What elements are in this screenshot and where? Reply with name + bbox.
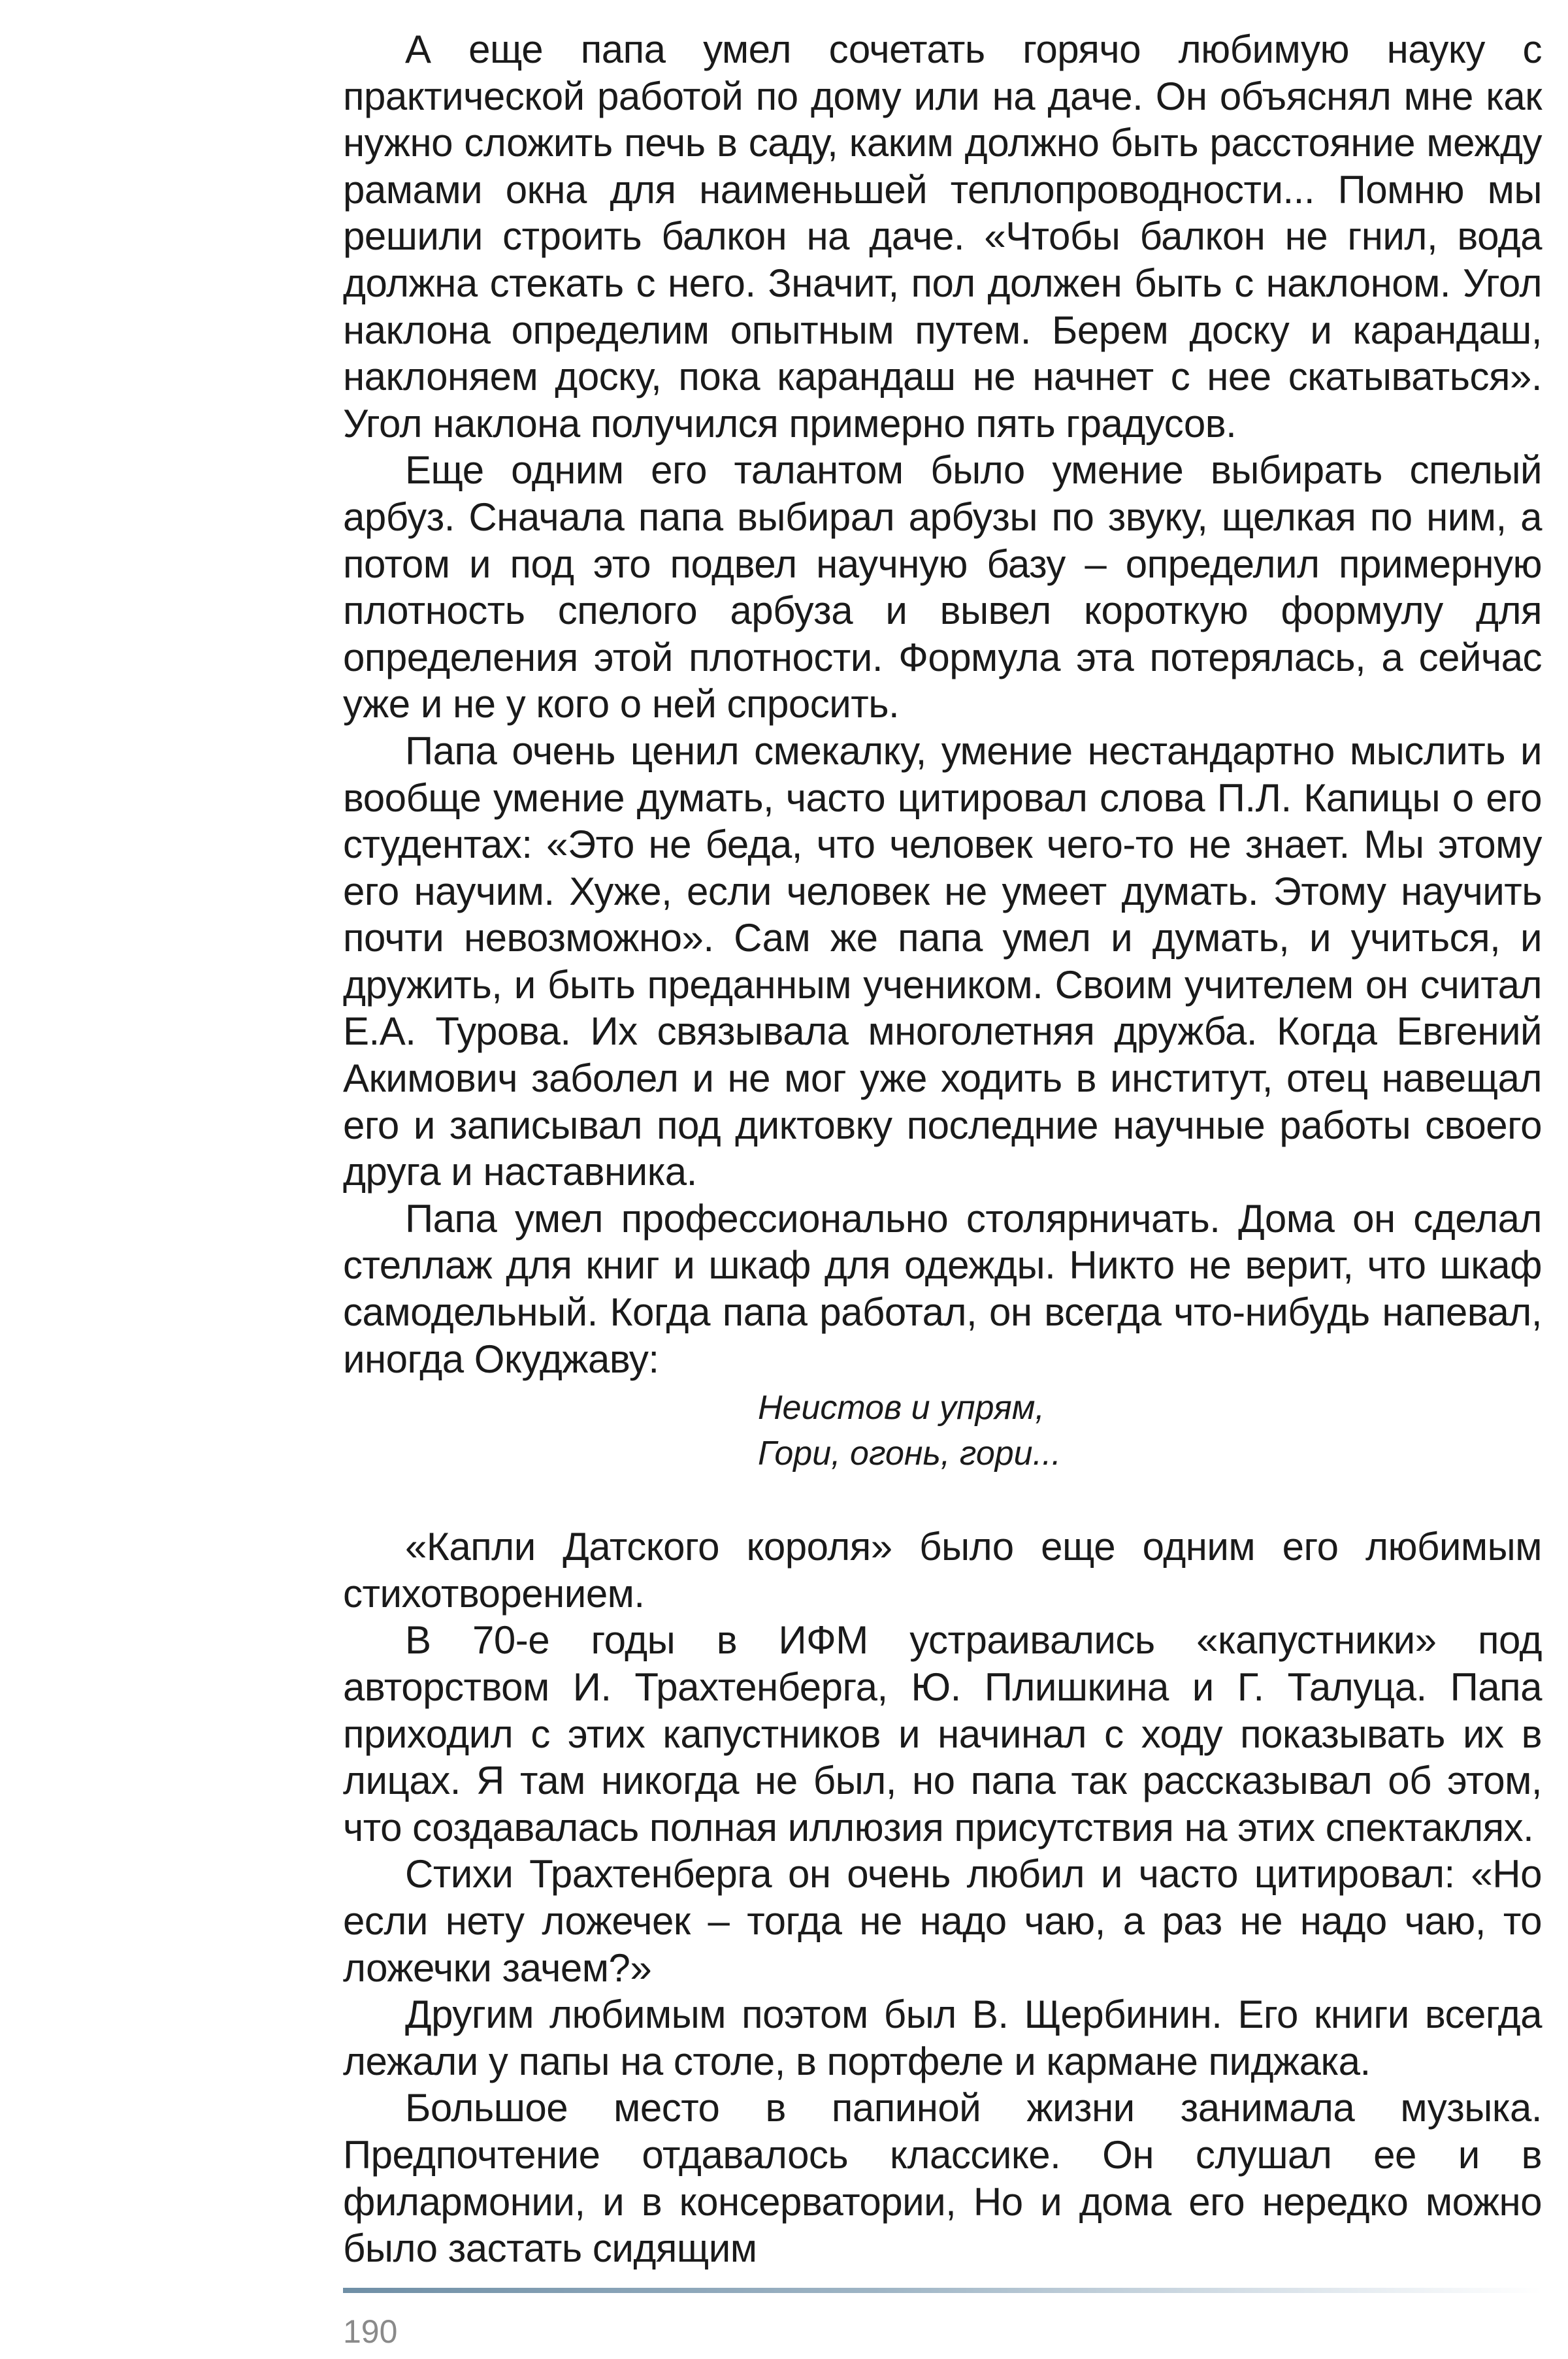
page-number: 190 (343, 2313, 398, 2350)
verse-line: Гори, огонь, гори... (758, 1435, 1061, 1473)
paragraph-music: Большое место в папиной жизни занимала музыка. Предпочтение отдавалось классике. Он слушал ее и в филармонии, и в консерватории, Но и дома его нередко можно было застать сидящим (343, 2086, 1542, 2271)
paragraph-shcherbinin: Другим любимым поэтом был В. Щербинин. Его книги всегда лежали у папы на столе, в портфеле и кармане пиджака. (343, 1993, 1542, 2083)
footer-rule (343, 2288, 1542, 2293)
verse-line: Неистов и упрям, (758, 1389, 1045, 1427)
paragraph-watermelon: Еще одним его талантом было умение выбирать спелый арбуз. Сначала папа выбирал арбузы по звуку, щелкая по ним, а потом и под это подвел научную базу – определил примерную плотность спелого арбуза и вывел короткую формулу для определения этой плотности. Формула эта потерялась, а сейчас уже и не у кого о ней спросить. (343, 448, 1542, 726)
page-body (343, 26, 1542, 2272)
paragraph-danish-king: «Капли Датского короля» было еще одним его любимым стихотворением. (343, 1525, 1542, 1616)
paragraph-kapustniki: В 70-е годы в ИФМ устраивались «капустники» под авторством И. Трахтенберга, Ю. Плишкина и Г. Талуца. Папа приходил с этих капустников и начинал с ходу показывать их в лицах. Я там никогда не был, но папа так рассказывал об этом, что создавалась полная иллюзия присутствия на этих спектаклях. (343, 1618, 1542, 1849)
paragraph-carpentry: Папа умел профессионально столярничать. Дома он сделал стеллаж для книг и шкаф для одежды. Никто не верит, что шкаф самодельный. Когда папа работал, он всегда что-нибудь напевал, иногда Окуджаву: (343, 1196, 1542, 1381)
paragraph-trakhtenberg: Стихи Трахтенберга он очень любил и часто цитировал: «Но если нету ложечек – тогда не надо чаю, а раз не надо чаю, то ложечки зачем?» (343, 1852, 1542, 1990)
paragraph-dacha: А еще папа умел сочетать горячо любимую науку с практической работой по дому или на даче. Он объяснял мне как нужно сложить печь в саду, каким должно быть расстояние между рамами окна для наименьшей теплопроводности... Помню мы решили строить балкон на даче. «Чтобы балкон не гнил, вода должна стекать с него. Значит, пол должен быть с наклоном. Угол наклона определим опытным путем. Берем доску и карандаш, наклоняем доску, пока карандаш не начнет с нее скатываться». Угол наклона получился примерно пять градусов. (343, 27, 1542, 446)
spacer (343, 1476, 1542, 1523)
verse-quote (758, 1385, 1542, 1476)
paragraph-kapitsa: Папа очень ценил смекалку, умение нестандартно мыслить и вообще умение думать, часто цитировал слова П.Л. Капицы о его студентах: «Это не беда, что человек чего-то не знает. Мы этому его научим. Хуже, если человек не умеет думать. Этому научить почти невозможно». Сам же папа умел и думать, и учиться, и дружить, и быть преданным учеником. Своим учителем он считал Е.А. Турова. Их связывала многолетняя дружба. Когда Евгений Акимович заболел и не мог уже ходить в институт, отец навещал его и записывал под диктовку последние научные работы своего друга и наставника. (343, 728, 1542, 1194)
